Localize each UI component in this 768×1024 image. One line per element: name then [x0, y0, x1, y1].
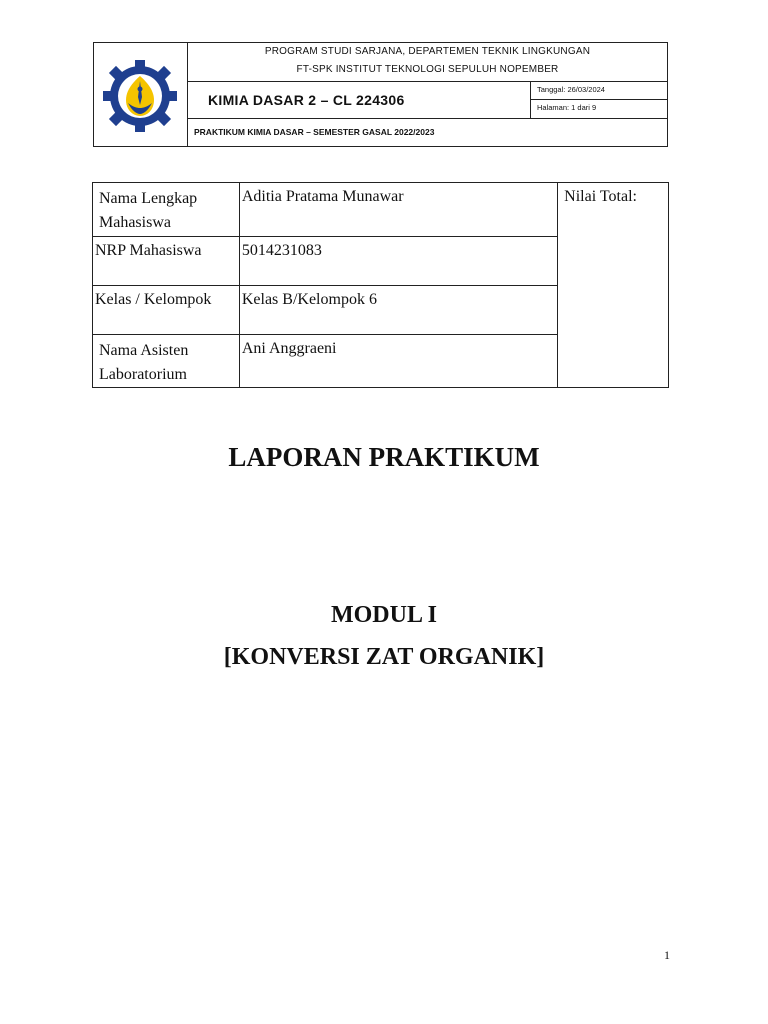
nrp-label-cell [93, 237, 240, 286]
header-subtitle: PRAKTIKUM KIMIA DASAR – SEMESTER GASAL 2022/2023 [194, 127, 435, 137]
student-info-table [92, 182, 669, 388]
page-number: 1 [664, 948, 670, 962]
table-row [93, 183, 669, 237]
name-label-line-1: Nama Lengkap [99, 190, 198, 207]
subtitle-cell [188, 119, 667, 146]
name-label-line-2: Mahasiswa [99, 214, 171, 231]
date-text: Tanggal: 26/03/2024 [537, 85, 605, 94]
date-cell [531, 82, 667, 100]
program-line-1: PROGRAM STUDI SARJANA, DEPARTEMEN TEKNIK LINGKUNGAN [264, 46, 591, 57]
assistant-label-cell [93, 335, 240, 388]
class-value: Kelas B/Kelompok 6 [241, 291, 377, 308]
name-value-cell [239, 183, 557, 237]
report-title: LAPORAN PRAKTIKUM [228, 442, 540, 472]
course-title: KIMIA DASAR 2 – CL 224306 [208, 92, 405, 108]
name-label-cell [93, 183, 240, 237]
total-score-label: Nilai Total: [564, 188, 637, 205]
module-name: [KONVERSI ZAT ORGANIK] [223, 644, 545, 670]
total-score-cell [558, 183, 669, 388]
nrp-value: 5014231083 [241, 242, 322, 259]
page-cell [531, 100, 667, 119]
name-value: Aditia Pratama Munawar [241, 188, 404, 205]
class-value-cell [239, 286, 557, 335]
assistant-label-line-2: Laboratorium [99, 366, 187, 383]
program-line-2: FT-SPK INSTITUT TEKNOLOGI SEPULUH NOPEMBER [296, 64, 559, 75]
assistant-label-line-1: Nama Asisten [99, 342, 189, 359]
class-label: Kelas / Kelompok [95, 291, 212, 308]
module-number: MODUL I [330, 602, 437, 628]
logo-cell [94, 43, 188, 146]
program-title [188, 43, 667, 82]
nrp-value-cell [239, 237, 557, 286]
document-header [93, 42, 668, 147]
class-label-cell [93, 286, 240, 335]
assistant-value: Ani Anggraeni [241, 340, 337, 357]
course-cell [188, 82, 531, 119]
nrp-label: NRP Mahasiswa [95, 242, 202, 259]
its-logo-icon [101, 59, 179, 133]
assistant-value-cell [239, 335, 557, 388]
page-count-text: Halaman: 1 dari 9 [537, 103, 597, 112]
